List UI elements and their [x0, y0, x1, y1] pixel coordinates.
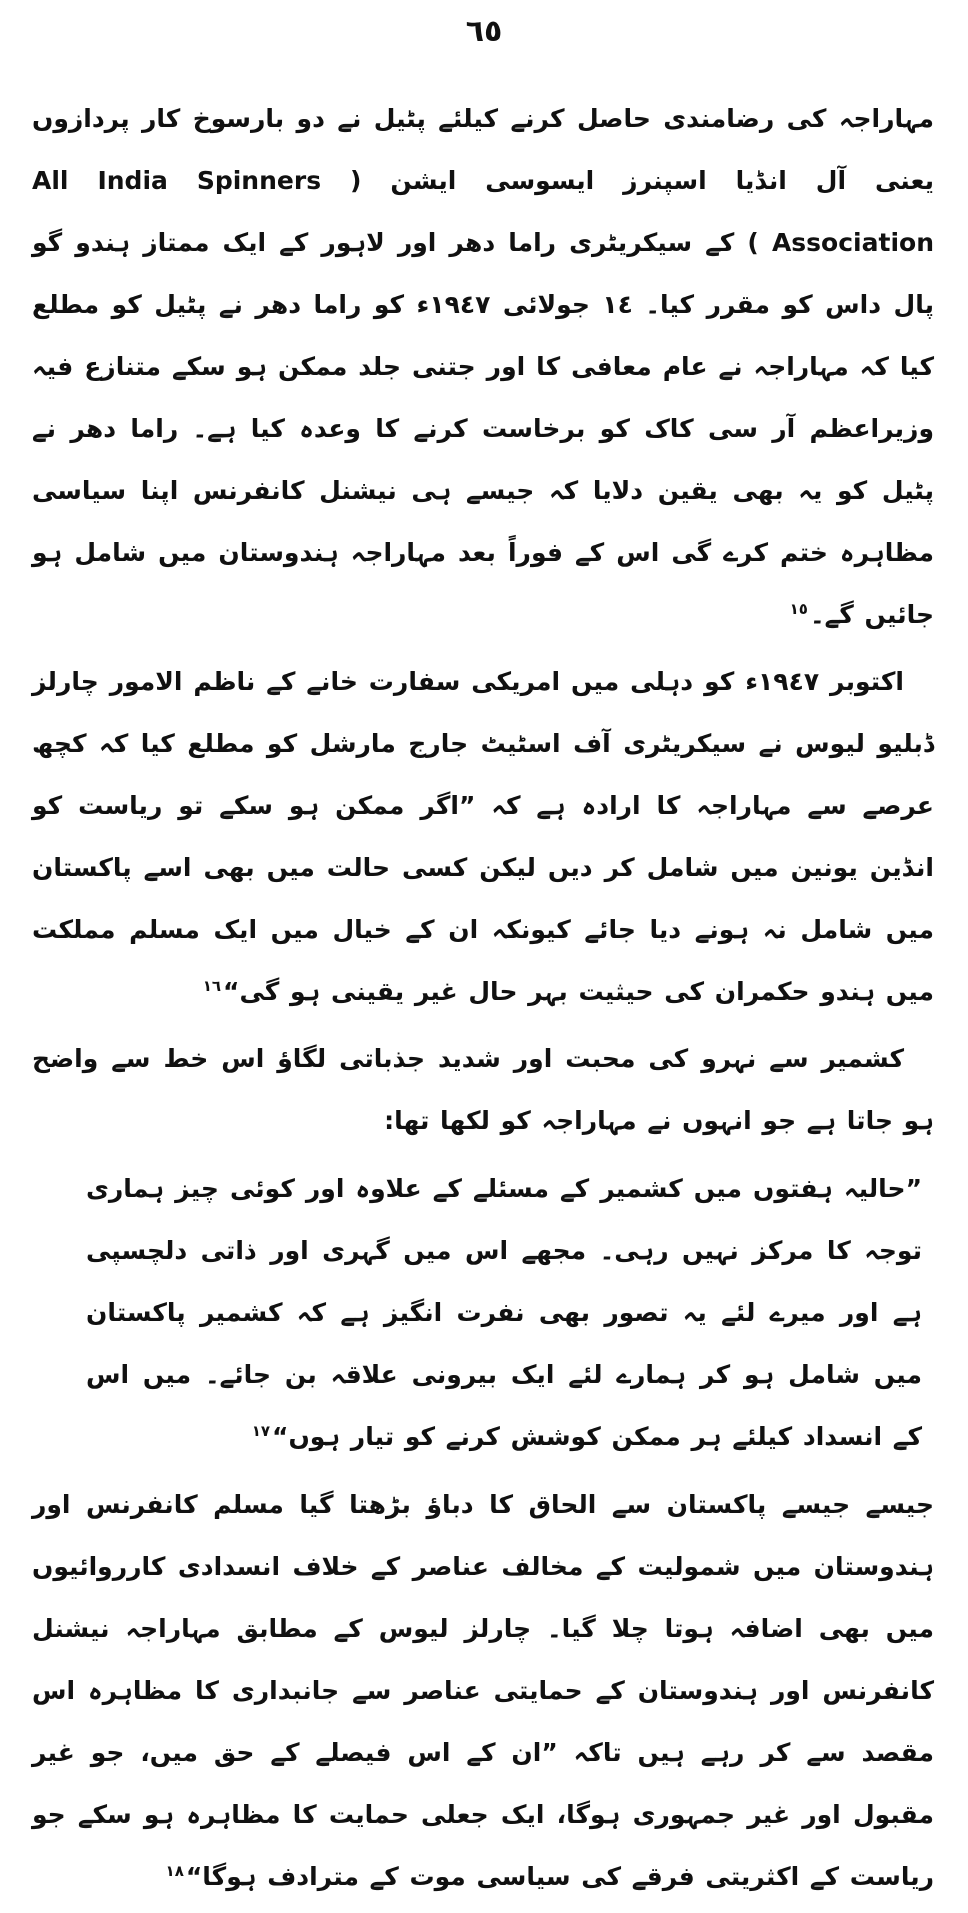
paragraph-1	[32, 88, 934, 646]
paragraph-2-text: اکتوبر ١٩٤٧ء کو دہلی میں امریکی سفارت خانے کے ناظم الامور چارلز ڈبلیو لیوس نے سیکریٹری آف اسٹیٹ جارج مارشل کو مطلع کیا کہ کچھ عرصے سے مہاراجہ کا ارادہ ہے کہ ”اگر ممکن ہو سکے تو ریاست کو انڈین یونین میں شامل کر دیں لیکن کسی حالت میں بھی اسے پاکستان میں شامل نہ ہونے دیا جائے کیونکہ ان کے خیال میں ایک مسلم مملکت میں ہندو حکمران کی حیثیت بہر حال غیر یقینی ہو گی“	[32, 667, 934, 1006]
paragraph-3-text: کشمیر سے نہرو کی محبت اور شدید جذباتی لگاؤ اس خط سے واضح ہو جاتا ہے جو انہوں نے مہاراجہ کو لکھا تھا:	[32, 1044, 934, 1135]
footnote-ref-18: ١٨	[165, 1861, 184, 1880]
paragraph-2	[32, 651, 934, 1023]
footnote-ref-17: ١٧	[251, 1421, 271, 1440]
block-quote	[86, 1158, 922, 1468]
page-number: ٦٥	[465, 14, 503, 49]
page-body	[32, 88, 934, 1913]
footnote-ref-16: ١٦	[202, 976, 222, 995]
footnote-ref-15: ١٥	[789, 599, 808, 618]
paragraph-1-text: مہاراجہ کی رضامندی حاصل کرنے کیلئے پٹیل نے دو بارسوخ کار پردازوں یعنی آل انڈیا اسپنرز ایسوسی ایشن ( All India Spinners Association ) کے سیکریٹری راما دھر اور لاہور کے ایک ممتاز ہندو گو پال داس کو مقرر کیا۔ ١٤ جولائی ١٩٤٧ء کو راما دھر نے پٹیل کو مطلع کیا کہ مہاراجہ نے عام معافی کا اور جتنی جلد ممکن ہو سکے متنازع فیہ وزیراعظم آر سی کاک کو برخاست کرنے کا وعدہ کیا ہے۔ راما دھر نے پٹیل کو یہ بھی یقین دلایا کہ جیسے ہی نیشنل کانفرنس اپنا سیاسی مظاہرہ ختم کرے گی اس کے فوراً بعد مہاراجہ ہندوستان میں شامل ہو جائیں گے۔	[32, 104, 934, 629]
block-quote-text: ”حالیہ ہفتوں میں کشمیر کے مسئلے کے علاوہ اور کوئی چیز ہماری توجہ کا مرکز نہیں رہی۔ مجھے اس میں گہری اور ذاتی دلچسپی ہے اور میرے لئے یہ تصور بھی نفرت انگیز ہے کہ کشمیر پاکستان میں شامل ہو کر ہمارے لئے ایک بیرونی علاقہ بن جائے۔ میں اس کے انسداد کیلئے ہر ممکن کوشش کرنے کو تیار ہوں“	[86, 1174, 922, 1451]
paragraph-5	[32, 1474, 934, 1908]
paragraph-3	[32, 1028, 934, 1152]
paragraph-5-text: جیسے جیسے پاکستان سے الحاق کا دباؤ بڑھتا گیا مسلم کانفرنس اور ہندوستان میں شمولیت کے مخالف عناصر کے خلاف انسدادی کارروائیوں میں بھی اضافہ ہوتا چلا گیا۔ چارلز لیوس کے مطابق مہاراجہ نیشنل کانفرنس اور ہندوستان کے حمایتی عناصر سے جانبداری کا مظاہرہ اس مقصد سے کر رہے ہیں تاکہ ”ان کے اس فیصلے کے حق میں، جو غیر مقبول اور غیر جمہوری ہوگا، ایک جعلی حمایت کا مظاہرہ ہو سکے جو ریاست کے اکثریتی فرقے کی سیاسی موت کے مترادف ہوگا“	[32, 1490, 934, 1891]
